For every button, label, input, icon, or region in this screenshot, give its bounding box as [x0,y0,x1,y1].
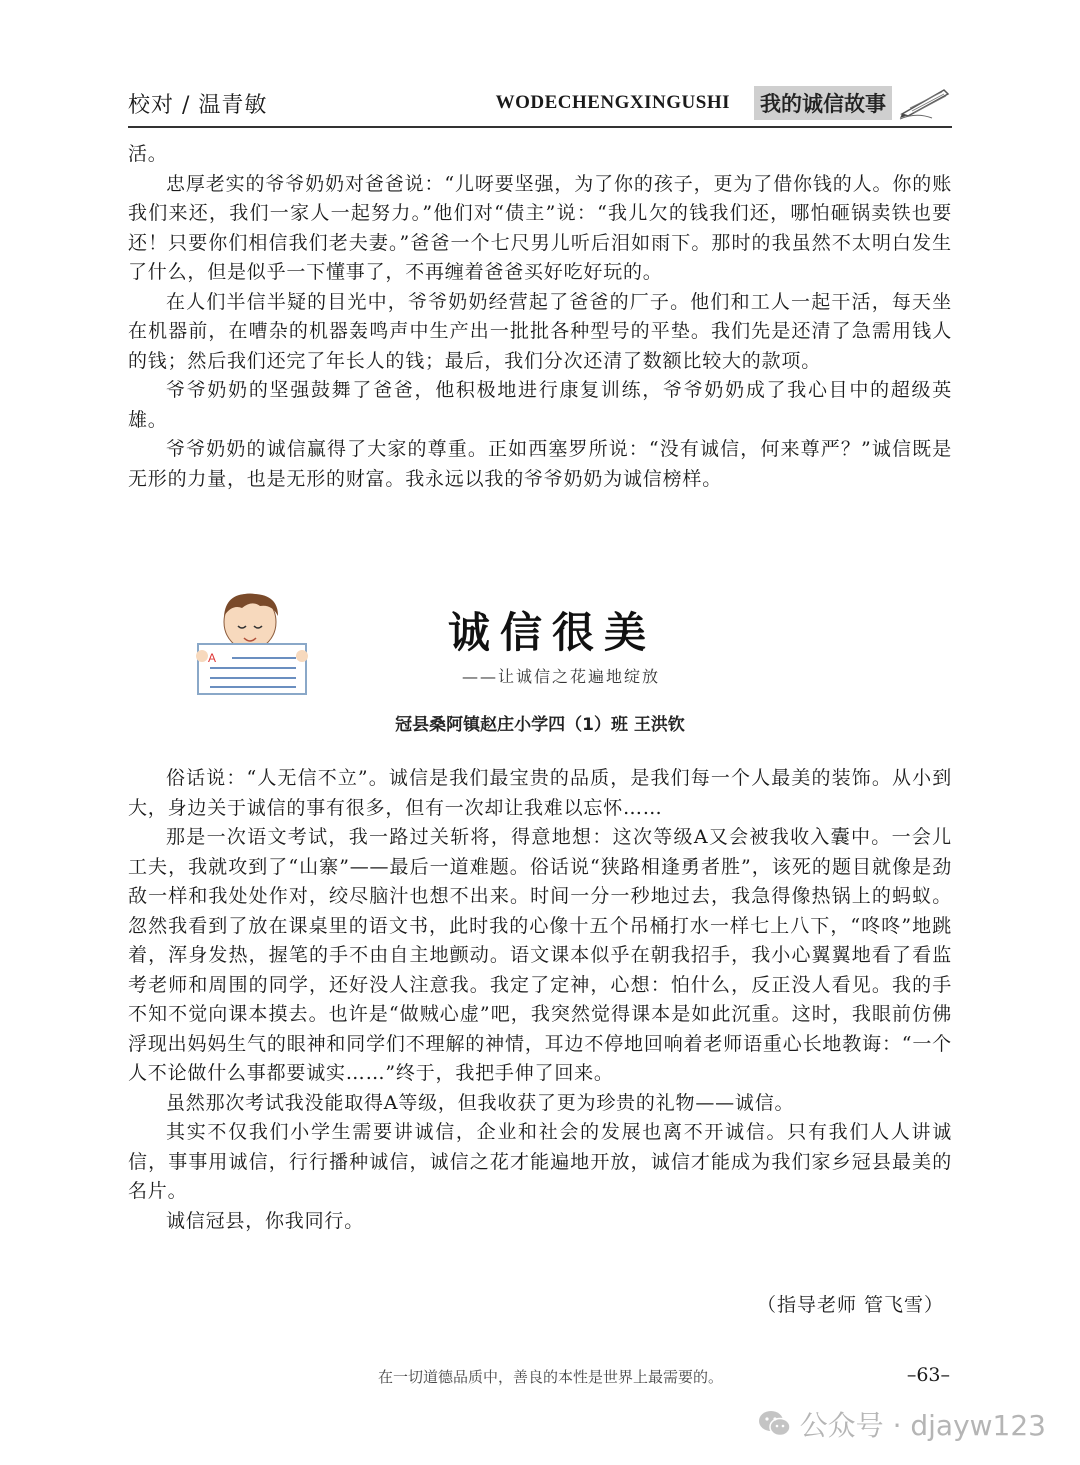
pen-icon [898,84,952,120]
boy-reading-paper-illustration [192,586,312,696]
watermark [758,1404,1046,1444]
story-two-body [128,764,952,1236]
paper-grade-mark: A [208,651,217,665]
paragraph: 忠厚老实的爷爷奶奶对爸爸说：“儿呀要坚强，为了你的孩子，更为了借你钱的人。你的账我们来还，我们一家人一起努力。”他们对“债主”说：“我儿欠的钱我们还，哪怕砸锅卖铁也要还！只要你们相信我们老夫妻。”爸爸一个七尺男儿听后泪如雨下。那时的我虽然不太明白发生了什么，但是似乎一下懂事了，不再缠着爸爸买好吃好玩的。 [128,172,952,283]
watermark-text: 公众号 · djayw123 [799,1409,1046,1442]
paragraph: 活。 [128,143,168,165]
wechat-icon [758,1409,792,1439]
author-byline: 冠县桑阿镇赵庄小学四（1）班 王洪钦 [395,715,685,735]
paragraph: 爷爷奶奶的坚强鼓舞了爸爸，他积极地进行康复训练，爷爷奶奶成了我心目中的超级英雄。 [128,379,952,431]
teacher-credit: （指导老师 管飞雪） [756,1294,944,1316]
footer-quote: 在一切道德品质中，善良的本性是世界上最需要的。 [378,1368,724,1386]
paragraph: 诚信冠县，你我同行。 [166,1209,365,1232]
proofreader-credit: 校对 / 温青敏 [128,93,268,118]
story-subtitle: ——让诚信之花遍地绽放 [462,667,661,686]
story-one-body [128,140,952,494]
paragraph: 爷爷奶奶的诚信赢得了大家的尊重。正如西塞罗所说：“没有诚信，何来尊严？”诚信既是无形的力量，也是无形的财富。我永远以我的爷爷奶奶为诚信榜样。 [128,438,952,490]
paragraph: 俗话说：“人无信不立”。诚信是我们最宝贵的品质，是我们每一个人最美的装饰。从小到大，身边关于诚信的事有很多，但有一次却让我难以忘怀…… [128,767,952,819]
story-title: 诚信很美 [448,608,657,657]
paragraph: 那是一次语文考试，我一路过关斩将，得意地想：这次等级A又会被我收入囊中。一会儿工夫，我就攻到了“山寨”——最后一道难题。俗话说“狭路相逢勇者胜”，该死的题目就像是劲敌一样和我处处作对，绞尽脑汁也想不出来。时间一分一秒地过去，我急得像热锅上的蚂蚁。忽然我看到了放在课桌里的语文书，此时我的心像十五个吊桶打水一样七上八下，“咚咚”地跳着，浑身发热，握笔的手不由自主地颤动。语文课本似乎在朝我招手，我小心翼翼地看了看监考老师和周围的同学，还好没人注意我。我定了定神，心想：怕什么，反正没人看见。我的手不知不觉向课本摸去。也许是“做贼心虚”吧，我突然觉得课本是如此沉重。这时，我眼前仿佛浮现出妈妈生气的眼神和同学们不理解的神情，耳边不停地回响着老师语重心长地教诲：“一个人不论做什么事都要诚实……”终于，我把手伸了回来。 [128,826,952,1084]
series-title: 我的诚信故事 [754,86,892,120]
paragraph: 其实不仅我们小学生需要讲诚信，企业和社会的发展也离不开诚信。只有我们人人讲诚信，事事用诚信，行行播种诚信，诚信之花才能遍地开放，诚信才能成为我们家乡冠县最美的名片。 [128,1121,952,1202]
paragraph: 在人们半信半疑的目光中，爷爷奶奶经营起了爸爸的厂子。他们和工人一起干活，每天坐在机器前，在嘈杂的机器轰鸣声中生产出一批批各种型号的平垫。我们先是还清了急需用钱人的钱；然后我们还完了年长人的钱；最后，我们分次还清了数额比较大的款项。 [128,290,952,372]
paragraph: 虽然那次考试我没能取得A等级，但我收获了更为珍贵的礼物——诚信。 [166,1091,795,1114]
page-header [128,84,952,128]
series-pinyin: WODECHENGXINGUSHI [495,92,730,113]
page-number: –63– [906,1364,950,1386]
